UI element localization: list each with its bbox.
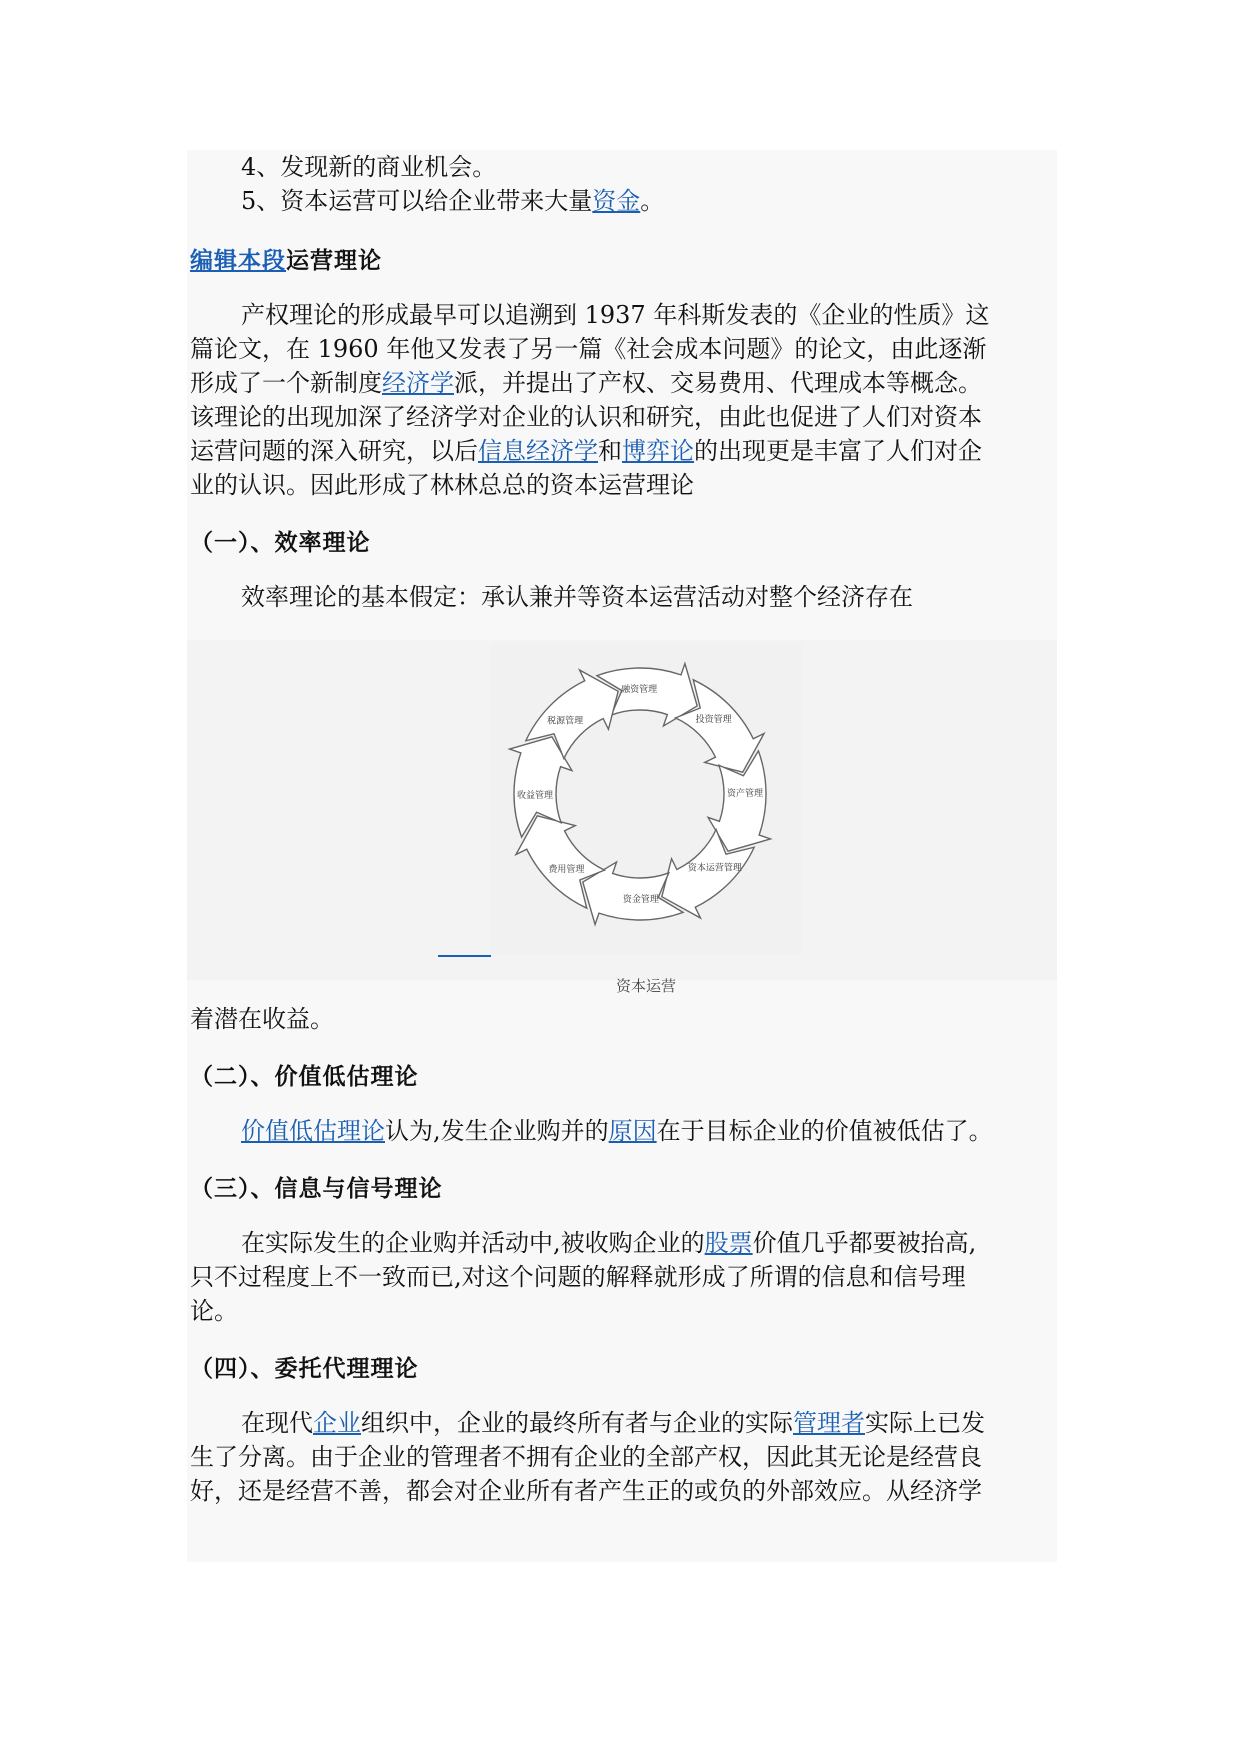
information-signal-text xyxy=(190,1226,1054,1328)
intro-text: 篇论文，在 1960 年他又发表了另一篇《社会成本问题》的论文，由此逐渐 xyxy=(190,335,987,363)
intro-line xyxy=(190,400,1054,434)
intro-line xyxy=(190,434,1054,468)
cycle-segment-label: 资本运营管理 xyxy=(687,863,742,874)
cycle-segment-label: 投资管理 xyxy=(695,715,732,726)
article-body-continued xyxy=(190,1002,1054,1508)
inline-link[interactable]: 经济学 xyxy=(382,369,454,397)
intro-text: 形成了一个新制度 xyxy=(190,369,382,397)
section-heading-4: （四）、委托代理理论 xyxy=(190,1356,419,1382)
s3-text: 只不过程度上不一致而已,对这个问题的解释就形成了所谓的信息和信号理 xyxy=(190,1263,966,1291)
s2-text: 在于目标企业的价值被低估了。 xyxy=(656,1117,993,1145)
figure-link-underline xyxy=(438,955,491,957)
list-item-4: 4、发现新的商业机会。 xyxy=(241,153,497,181)
cycle-segment-label: 收益管理 xyxy=(516,790,554,801)
inline-link[interactable]: 原因 xyxy=(608,1117,657,1145)
intro-line xyxy=(190,468,1054,502)
capital-operation-diagram xyxy=(490,644,802,954)
intro-text: 和 xyxy=(598,437,622,465)
inline-link[interactable]: 企业 xyxy=(313,1409,361,1437)
cycle-segment-label: 费用管理 xyxy=(548,864,585,875)
s4-text: 在现代 xyxy=(241,1409,313,1437)
s3-text: 在实际发生的企业购并活动中,被收购企业的 xyxy=(241,1229,705,1257)
section-heading-3: （三）、信息与信号理论 xyxy=(190,1176,443,1202)
agency-theory-text xyxy=(190,1406,1054,1508)
article-body xyxy=(190,150,1054,614)
s2-text: 认为,发生企业购并的 xyxy=(385,1117,609,1145)
intro-text: 的出现更是丰富了人们对企 xyxy=(694,437,982,465)
s4-line xyxy=(190,1440,1054,1474)
s4-text: 组织中，企业的最终所有者与企业的实际 xyxy=(361,1409,793,1437)
section-heading-2: （二）、价值低估理论 xyxy=(190,1064,419,1090)
efficiency-text: 效率理论的基本假定：承认兼并等资本运营活动对整个经济存在 xyxy=(241,583,913,611)
efficiency-text-cont: 着潜在收益。 xyxy=(190,1005,334,1033)
section-heading-1: （一）、效率理论 xyxy=(190,530,371,556)
s4-text: 实际上已发 xyxy=(865,1409,985,1437)
intro-text: 该理论的出现加深了经济学对企业的认识和研究，由此也促进了人们对资本 xyxy=(190,403,982,431)
intro-line xyxy=(190,332,1054,366)
cycle-segment-label: 税源管理 xyxy=(547,716,584,727)
edit-section-link[interactable]: 编辑本段 xyxy=(190,248,286,274)
s3-line xyxy=(190,1294,1054,1328)
intro-text: 业的认识。因此形成了林林总总的资本运营理论 xyxy=(190,471,694,499)
s4-line xyxy=(190,1474,1054,1508)
intro-text: 产权理论的形成最早可以追溯到 1937 年科斯发表的《企业的性质》这 xyxy=(241,301,990,329)
intro-text: 派，并提出了产权、交易费用、代理成本等概念。 xyxy=(454,369,982,397)
figure-caption: 资本运营 xyxy=(615,977,676,995)
s3-text: 论。 xyxy=(190,1297,238,1325)
inline-link[interactable]: 管理者 xyxy=(793,1409,865,1437)
s4-text: 生了分离。由于企业的管理者不拥有企业的全部产权，因此其无论是经营良 xyxy=(190,1443,982,1471)
cycle-diagram xyxy=(490,644,802,954)
intro-line xyxy=(190,298,1054,332)
cycle-segment-label: 资产管理 xyxy=(726,789,764,800)
intro-text: 运营问题的深入研究，以后 xyxy=(190,437,478,465)
inline-link[interactable]: 信息经济学 xyxy=(478,437,598,465)
s3-line xyxy=(190,1260,1054,1294)
value-undervaluation-text xyxy=(190,1114,1054,1148)
inline-link[interactable]: 股票 xyxy=(704,1229,753,1257)
cycle-segment-label: 融资管理 xyxy=(621,685,658,696)
link-funds[interactable]: 资金 xyxy=(592,187,641,215)
inline-link[interactable]: 博弈论 xyxy=(622,437,694,465)
s3-line xyxy=(190,1226,1054,1260)
list-item-5: 5、资本运营可以给企业带来大量资金。 xyxy=(241,187,665,215)
inline-link[interactable]: 价值低估理论 xyxy=(241,1117,385,1145)
cycle-segment-label: 资金管理 xyxy=(622,894,659,905)
intro-paragraph xyxy=(190,298,1054,502)
s3-text: 价值几乎都要被抬高, xyxy=(752,1229,977,1257)
section-heading-theory: 编辑本段运营理论 xyxy=(190,248,382,274)
s4-text: 好，还是经营不善，都会对企业所有者产生正的或负的外部效应。从经济学 xyxy=(190,1477,982,1505)
s4-line xyxy=(190,1406,1054,1440)
intro-line xyxy=(190,366,1054,400)
